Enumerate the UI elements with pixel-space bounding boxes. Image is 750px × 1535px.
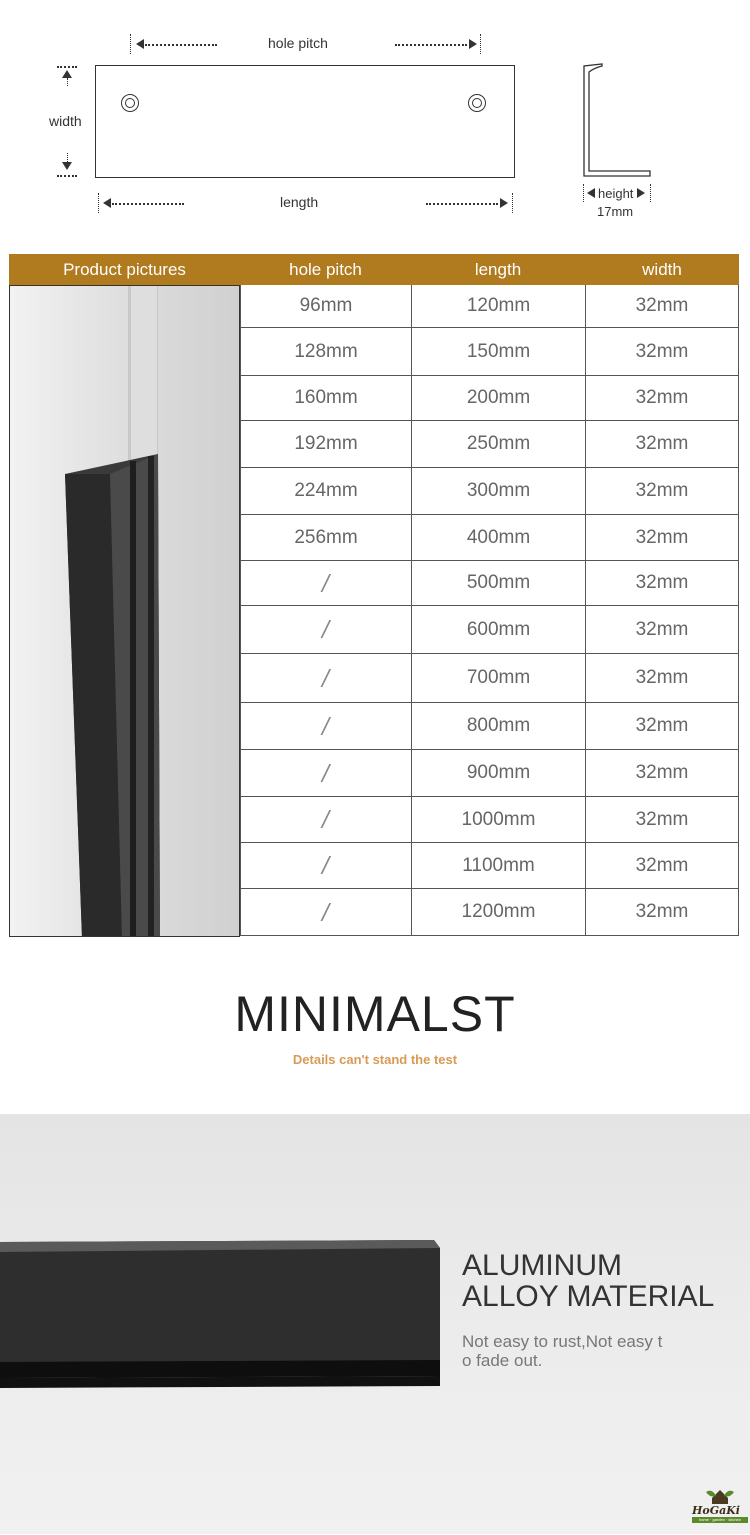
cell-width: 32mm — [585, 376, 739, 420]
cell-hole-pitch — [240, 606, 411, 653]
hole-pitch-left-line — [145, 44, 217, 46]
minimal-title: MINIMALST — [234, 986, 516, 1042]
table-row — [240, 515, 739, 561]
cell-length: 150mm — [411, 328, 585, 375]
table-grid — [240, 285, 739, 937]
cell-length: 600mm — [411, 606, 585, 653]
handle-closeup-illustration — [0, 1114, 750, 1534]
material-description — [462, 1332, 702, 1370]
table-row — [240, 654, 739, 703]
size-table — [9, 254, 739, 937]
no-hole-pitch-slash: / — [320, 760, 332, 786]
cell-length: 200mm — [411, 376, 585, 420]
cell-hole-pitch — [240, 703, 411, 749]
cell-length: 1000mm — [411, 797, 585, 842]
no-hole-pitch-slash: / — [320, 570, 332, 596]
cell-width: 32mm — [585, 889, 739, 935]
hole-pitch-left-tick — [130, 34, 131, 54]
logo-tagline: home · garden · kitchen — [692, 1517, 748, 1523]
header-product-pictures: Product pictures — [63, 259, 186, 279]
cell-width: 32mm — [585, 843, 739, 888]
length-left-tick — [98, 193, 99, 213]
cell-hole-pitch: 128mm — [240, 328, 411, 375]
cell-width: 32mm — [585, 654, 739, 702]
handle-photo-illustration — [10, 286, 240, 937]
width-up-arrow — [62, 70, 72, 78]
left-mounting-hole — [121, 94, 139, 112]
table-header — [9, 254, 739, 285]
cell-hole-pitch: 160mm — [240, 376, 411, 420]
cell-length: 1100mm — [411, 843, 585, 888]
cell-hole-pitch: 256mm — [240, 515, 411, 560]
no-hole-pitch-slash: / — [320, 665, 332, 691]
table-row — [240, 421, 739, 468]
cell-hole-pitch — [240, 654, 411, 702]
cell-length: 800mm — [411, 703, 585, 749]
width-bottom-line — [67, 153, 68, 162]
material-section — [0, 1114, 750, 1534]
header-width: width — [642, 259, 682, 279]
cell-hole-pitch: 224mm — [240, 468, 411, 514]
table-row — [240, 328, 739, 376]
table-row — [240, 797, 739, 843]
width-bottom-tick — [57, 175, 77, 177]
cell-length: 900mm — [411, 750, 585, 796]
height-label: height — [598, 186, 634, 201]
dimension-diagram — [0, 0, 750, 240]
length-left-line — [112, 203, 184, 205]
width-down-arrow — [62, 162, 72, 170]
height-value: 17mm — [597, 204, 634, 219]
length-label: length — [280, 194, 319, 210]
material-desc-line2: o fade out. — [462, 1351, 543, 1370]
table-row — [240, 561, 739, 606]
cell-width: 32mm — [585, 703, 739, 749]
header-length: length — [474, 259, 522, 279]
table-row — [240, 750, 739, 797]
material-title-line2: ALLOY MATERIAL — [462, 1280, 715, 1313]
product-photo — [9, 285, 240, 937]
material-desc-line1: Not easy to rust,Not easy t — [462, 1332, 663, 1351]
length-left-arrow — [103, 198, 111, 208]
height-right-tick — [650, 184, 651, 202]
cell-hole-pitch — [240, 843, 411, 888]
height-right-arrow — [637, 188, 645, 198]
right-mounting-hole — [468, 94, 486, 112]
material-title — [462, 1250, 714, 1312]
table-row — [240, 843, 739, 889]
no-hole-pitch-slash: / — [320, 807, 332, 832]
cell-width: 32mm — [585, 328, 739, 375]
cell-hole-pitch: 96mm — [240, 285, 411, 327]
table-row — [240, 703, 739, 750]
length-right-arrow — [500, 198, 508, 208]
hole-pitch-right-tick — [480, 34, 481, 54]
handle-plate-outline — [95, 65, 515, 178]
cell-width: 32mm — [585, 750, 739, 796]
no-hole-pitch-slash: / — [320, 853, 332, 878]
cell-width: 32mm — [585, 468, 739, 514]
cell-width: 32mm — [585, 421, 739, 467]
cell-width: 32mm — [585, 285, 739, 327]
cell-length: 400mm — [411, 515, 585, 560]
width-top-line — [67, 78, 68, 86]
height-left-arrow — [587, 188, 595, 198]
cell-length: 500mm — [411, 561, 585, 605]
table-body — [9, 285, 739, 937]
cell-hole-pitch — [240, 797, 411, 842]
hole-pitch-right-line — [395, 44, 467, 46]
cell-length: 700mm — [411, 654, 585, 702]
length-right-tick — [512, 193, 513, 213]
cell-length: 250mm — [411, 421, 585, 467]
handle-profile-icon — [578, 60, 658, 190]
height-left-tick — [583, 184, 584, 202]
cell-hole-pitch — [240, 750, 411, 796]
hole-pitch-left-arrow — [136, 39, 144, 49]
cell-length: 120mm — [411, 285, 585, 327]
hole-pitch-label: hole pitch — [268, 35, 328, 51]
no-hole-pitch-slash: / — [320, 899, 332, 925]
cell-length: 300mm — [411, 468, 585, 514]
cell-hole-pitch — [240, 561, 411, 605]
logo-brand: HoGaKi — [692, 1504, 740, 1517]
table-row — [240, 285, 739, 328]
cell-width: 32mm — [585, 797, 739, 842]
width-label: width — [49, 113, 82, 129]
no-hole-pitch-slash: / — [320, 617, 332, 642]
minimal-subtitle: Details can't stand the test — [292, 1052, 458, 1067]
table-row — [240, 889, 739, 936]
cell-width: 32mm — [585, 515, 739, 560]
width-top-tick — [57, 66, 77, 68]
table-row — [240, 376, 739, 421]
material-title-line1: ALUMINUM — [462, 1249, 623, 1282]
header-hole-pitch: hole pitch — [289, 259, 362, 279]
cell-hole-pitch: 192mm — [240, 421, 411, 467]
table-row — [240, 468, 739, 515]
table-row — [240, 606, 739, 654]
cell-length: 1200mm — [411, 889, 585, 935]
hole-pitch-right-arrow — [469, 39, 477, 49]
length-right-line — [426, 203, 498, 205]
cell-width: 32mm — [585, 561, 739, 605]
brand-logo — [690, 1486, 750, 1530]
cell-hole-pitch — [240, 889, 411, 935]
cell-width: 32mm — [585, 606, 739, 653]
no-hole-pitch-slash: / — [320, 713, 332, 739]
